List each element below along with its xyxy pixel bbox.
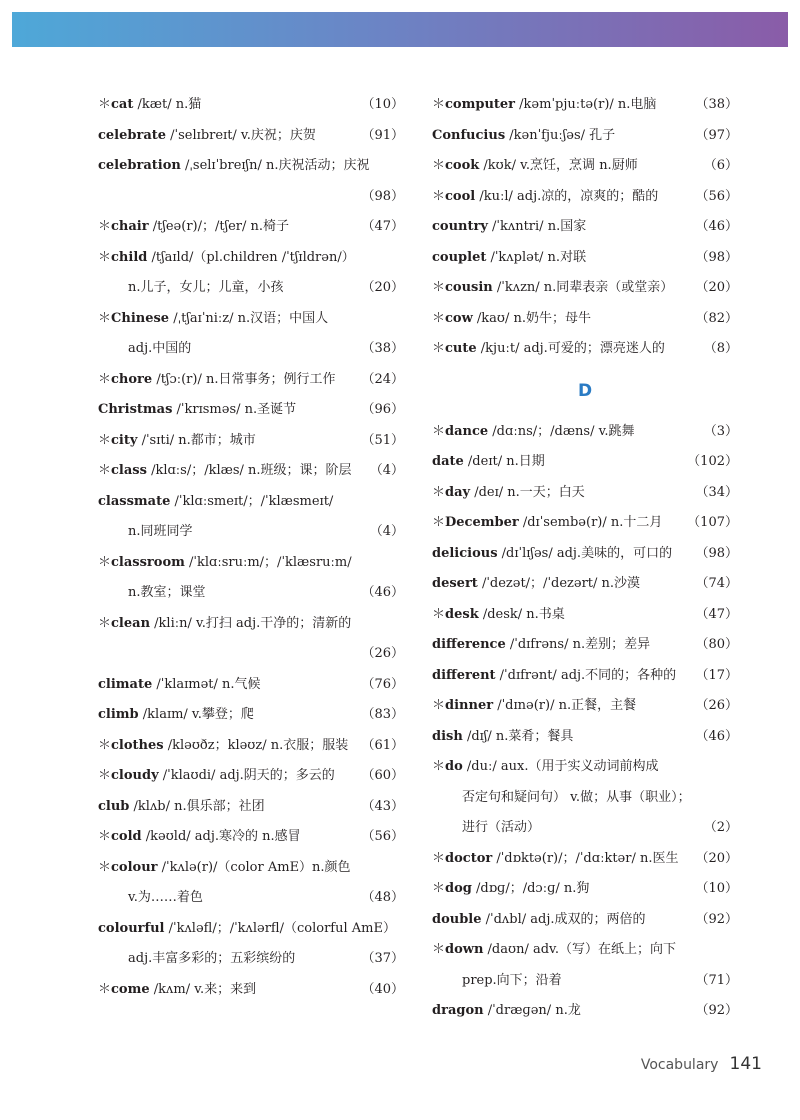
vocab-page-ref: （92） <box>695 911 738 927</box>
vocab-entry-row <box>432 935 738 966</box>
vocab-page-ref: （17） <box>695 667 738 683</box>
vocab-entry-text: ＊cloudy /ˈklaʊdi/ adj.阴天的；多云的 <box>98 768 335 783</box>
vocab-entry-row <box>98 670 404 701</box>
vocab-page-ref: （102） <box>687 454 738 469</box>
vocab-page-ref: （2） <box>703 820 738 835</box>
vocab-entry-text: adj.中国的 <box>128 341 192 356</box>
vocab-page-ref: （20） <box>361 280 404 295</box>
vocab-entry-row <box>432 630 738 661</box>
vocab-entry-row <box>98 517 404 548</box>
vocab-entry-text: 进行（活动） <box>462 820 541 835</box>
vocab-page-ref: （37） <box>361 951 404 966</box>
vocab-entry-row <box>432 508 738 539</box>
vocab-entry-row <box>98 395 404 426</box>
vocab-page-ref: （97） <box>695 127 738 143</box>
vocab-entry-row <box>98 761 404 792</box>
vocab-entry-text: ＊cat /kæt/ n.猫 <box>98 97 202 112</box>
vocab-page-ref: （98） <box>695 249 738 265</box>
vocab-entry-text: ＊classroom /ˈklɑːsruːm/；/ˈklæsruːm/ <box>98 554 352 570</box>
vocab-entry-row <box>432 996 738 1027</box>
vocab-entry-text: classmate /ˈklɑːsmeɪt/；/ˈklæsmeɪt/ <box>98 493 334 509</box>
vocab-entry-row <box>98 273 404 304</box>
vocab-entry-row <box>432 569 738 600</box>
vocab-entry-row <box>432 334 738 365</box>
vocab-page-ref: （38） <box>361 341 404 356</box>
vocab-page-ref: （71） <box>695 972 738 988</box>
vocab-entry-text: adj.丰富多彩的；五彩缤纷的 <box>128 951 296 966</box>
vocab-page-ref: （56） <box>361 829 404 844</box>
vocab-entry-row <box>432 90 738 121</box>
vocab-entry-row <box>98 731 404 762</box>
page-number: 141 <box>729 1054 762 1074</box>
vocab-entry-row <box>432 121 738 152</box>
vocab-page-ref: （4） <box>369 463 404 478</box>
vocab-page-ref: （98） <box>695 545 738 561</box>
vocab-entry-text: ＊chair /tʃeə(r)/；/tʃer/ n.椅子 <box>98 219 290 234</box>
vocab-entry-row <box>432 304 738 335</box>
vocab-entry-row <box>432 813 738 844</box>
vocab-entry-text: Christmas /ˈkrɪsməs/ n.圣诞节 <box>98 402 297 417</box>
vocab-entry-row <box>98 792 404 823</box>
vocab-page-ref: （4） <box>369 524 404 539</box>
vocab-page-ref: （61） <box>361 737 404 753</box>
vocab-entry-text: n.教室；课堂 <box>128 585 206 600</box>
vocab-entry-text: desert /ˈdezət/；/ˈdezərt/ n.沙漠 <box>432 576 641 591</box>
header-banner <box>12 12 788 47</box>
vocab-page-ref: （47） <box>361 219 404 234</box>
vocab-entry-text: Confucius /kənˈfjuːʃəs/ 孔子 <box>432 127 616 143</box>
vocab-entry-text: prep.向下；沿着 <box>462 972 562 988</box>
vocab-entry-row <box>432 752 738 783</box>
vocab-page-ref: （20） <box>695 280 738 295</box>
vocab-list-c-continued <box>432 90 738 365</box>
vocab-entry-row <box>432 447 738 478</box>
vocab-entry-text: celebrate /ˈselɪbreɪt/ v.庆祝；庆贺 <box>98 127 316 143</box>
vocab-column-left <box>98 90 404 1005</box>
vocab-entry-text: ＊colour /ˈkʌlə(r)/（color AmE）n.颜色 <box>98 859 351 875</box>
vocab-entry-row <box>432 478 738 509</box>
vocab-page-ref: （91） <box>361 127 404 143</box>
vocab-page-ref: （80） <box>695 637 738 652</box>
vocab-page-ref: （47） <box>695 606 738 622</box>
vocab-page-ref: （3） <box>703 423 738 439</box>
vocab-entry-row <box>98 700 404 731</box>
vocab-page-ref: （51） <box>361 432 404 448</box>
vocab-page-ref: （48） <box>361 890 404 905</box>
vocab-page-ref: （6） <box>703 158 738 173</box>
vocab-entry-text: ＊come /kʌm/ v.来；来到 <box>98 981 257 997</box>
vocab-entry-row <box>432 182 738 213</box>
vocab-page-ref: （98） <box>361 188 404 204</box>
vocab-entry-text: couplet /ˈkʌplət/ n.对联 <box>432 249 587 265</box>
vocab-page-ref: （24） <box>361 371 404 387</box>
vocab-entry-text: ＊class /klɑːs/；/klæs/ n.班级；课；阶层 <box>98 463 352 478</box>
vocab-entry-text: ＊Chinese /ˌtʃaɪˈniːz/ n.汉语；中国人 <box>98 310 329 326</box>
vocab-entry-text: different /ˈdɪfrənt/ adj.不同的；各种的 <box>432 667 677 683</box>
vocab-page-ref: （26） <box>361 646 404 661</box>
vocab-entry-text: n.同班同学 <box>128 524 193 539</box>
vocab-page-ref: （82） <box>695 310 738 326</box>
vocab-entry-row <box>432 417 738 448</box>
vocab-entry-text: ＊down /daʊn/ adv.（写）在纸上；向下 <box>432 942 676 957</box>
vocab-entry-text: ＊cool /kuːl/ adj.凉的，凉爽的；酷的 <box>432 188 659 204</box>
vocab-entry-row <box>98 639 404 670</box>
vocab-entry-text: dish /dɪʃ/ n.菜肴；餐具 <box>432 728 574 744</box>
vocab-entry-row <box>98 914 404 945</box>
vocab-entry-text: club /klʌb/ n.俱乐部；社团 <box>98 798 265 814</box>
vocab-entry-row <box>432 966 738 997</box>
vocab-entry-text: ＊computer /kəmˈpjuːtə(r)/ n.电脑 <box>432 97 657 112</box>
vocab-entry-text: ＊do /duː/ aux.（用于实义动词前构成 <box>432 759 659 774</box>
section-letter-heading: D <box>577 380 593 401</box>
vocab-entry-text: climb /klaɪm/ v.攀登；爬 <box>98 707 254 722</box>
vocab-entry-row <box>98 243 404 274</box>
vocab-page-ref: （26） <box>695 698 738 713</box>
vocab-entry-text: v.为……着色 <box>128 890 203 905</box>
vocab-entry-text: ＊chore /tʃɔː(r)/ n.日常事务；例行工作 <box>98 371 336 387</box>
vocab-entry-text: celebration /ˌselɪˈbreɪʃn/ n.庆祝活动；庆祝 <box>98 158 370 173</box>
vocab-page-ref: （38） <box>695 97 738 112</box>
vocab-page-ref: （8） <box>703 341 738 356</box>
vocab-entry-row <box>432 844 738 875</box>
vocab-entry-text: 否定句和疑问句） v.做；从事（职业）； <box>462 789 691 805</box>
vocab-entry-row <box>98 975 404 1006</box>
vocab-entry-row <box>98 487 404 518</box>
vocab-entry-row <box>98 212 404 243</box>
vocab-page-ref: （46） <box>361 585 404 600</box>
vocab-entry-row <box>98 90 404 121</box>
vocab-entry-row <box>98 578 404 609</box>
vocab-entry-row <box>432 661 738 692</box>
vocab-entry-text: date /deɪt/ n.日期 <box>432 454 545 469</box>
vocab-entry-text: dragon /ˈdræɡən/ n.龙 <box>432 1003 581 1018</box>
vocab-entry-row <box>98 334 404 365</box>
vocab-entry-row <box>98 822 404 853</box>
vocab-entry-text: ＊dog /dɒɡ/；/dɔːɡ/ n.狗 <box>432 881 590 896</box>
vocab-entry-text: ＊desk /desk/ n.书桌 <box>432 606 565 622</box>
vocab-entry-row <box>432 151 738 182</box>
vocab-entry-row <box>432 600 738 631</box>
vocab-entry-row <box>98 426 404 457</box>
vocab-page-ref: （60） <box>361 768 404 783</box>
vocab-entry-text: ＊cold /kəʊld/ adj.寒冷的 n.感冒 <box>98 829 301 844</box>
vocab-column-right <box>432 90 738 1027</box>
vocab-page-ref: （40） <box>361 981 404 997</box>
footer-label: Vocabulary <box>640 1057 719 1073</box>
vocab-entry-text: country /ˈkʌntri/ n.国家 <box>432 219 587 234</box>
vocab-entry-text: ＊cute /kjuːt/ adj.可爱的；漂亮迷人的 <box>432 341 665 356</box>
vocab-entry-row <box>98 151 404 182</box>
vocab-entry-text: ＊clothes /kləʊðz；kləʊz/ n.衣服；服装 <box>98 737 349 753</box>
vocab-entry-text: ＊December /dɪˈsembə(r)/ n.十二月 <box>432 515 663 530</box>
page-footer <box>641 1054 762 1074</box>
vocab-entry-text: ＊day /deɪ/ n.一天；白天 <box>432 484 585 500</box>
vocab-page-ref: （107） <box>687 515 738 530</box>
vocab-entry-row <box>98 304 404 335</box>
vocab-entry-text: ＊cousin /ˈkʌzn/ n.同辈表亲（或堂亲） <box>432 280 674 295</box>
vocab-entry-text: double /ˈdʌbl/ adj.成双的；两倍的 <box>432 911 646 927</box>
vocab-entry-text: ＊dinner /ˈdɪnə(r)/ n.正餐，主餐 <box>432 698 637 713</box>
vocab-entry-row <box>98 853 404 884</box>
vocab-page-ref: （96） <box>361 402 404 417</box>
vocab-entry-text: ＊doctor /ˈdɒktə(r)/；/ˈdɑːktər/ n.医生 <box>432 850 679 866</box>
vocab-entry-text: ＊cook /kʊk/ v.烹饪，烹调 n.厨师 <box>432 158 638 173</box>
vocab-entry-row <box>432 539 738 570</box>
vocab-page-ref: （43） <box>361 798 404 814</box>
vocab-entry-row <box>98 944 404 975</box>
vocab-page-ref: （46） <box>695 219 738 234</box>
vocab-entry-text: climate /ˈklaɪmət/ n.气候 <box>98 676 261 692</box>
vocab-list-d <box>432 417 738 1027</box>
vocab-entry-row <box>432 874 738 905</box>
vocab-page-ref: （56） <box>695 188 738 204</box>
vocab-page-ref: （10） <box>695 881 738 896</box>
vocab-page-ref: （20） <box>695 850 738 866</box>
vocab-entry-text: ＊child /tʃaɪld/（pl.children /ˈtʃɪldrən/） <box>98 249 355 265</box>
vocab-page-ref: （76） <box>361 676 404 692</box>
vocab-entry-text: ＊clean /kliːn/ v.打扫 adj.干净的；清新的 <box>98 615 352 631</box>
vocab-entry-row <box>432 783 738 814</box>
vocab-entry-text: n.儿子，女儿；儿童，小孩 <box>128 280 284 295</box>
vocab-entry-text: ＊city /ˈsɪti/ n.都市；城市 <box>98 432 256 448</box>
vocab-entry-text: colourful /ˈkʌləfl/；/ˈkʌlərfl/（colorful AmE） <box>98 920 396 936</box>
vocab-entry-row <box>98 548 404 579</box>
vocab-entry-row <box>98 121 404 152</box>
vocab-entry-row <box>98 609 404 640</box>
vocab-entry-row <box>432 243 738 274</box>
vocab-page-ref: （92） <box>695 1003 738 1018</box>
vocab-entry-row <box>98 883 404 914</box>
vocab-entry-text: delicious /dɪˈlɪʃəs/ adj.美味的，可口的 <box>432 545 673 561</box>
vocab-entry-row <box>432 273 738 304</box>
vocab-entry-text: difference /ˈdɪfrəns/ n.差别；差异 <box>432 637 651 652</box>
vocab-page-ref: （34） <box>695 484 738 500</box>
vocab-entry-row <box>98 365 404 396</box>
vocab-entry-row <box>432 212 738 243</box>
vocab-page-ref: （10） <box>361 97 404 112</box>
vocab-entry-row <box>432 691 738 722</box>
vocab-page-ref: （83） <box>361 707 404 722</box>
vocab-entry-text: ＊cow /kaʊ/ n.奶牛；母牛 <box>432 310 592 326</box>
vocab-page-ref: （46） <box>695 728 738 744</box>
vocab-entry-row <box>98 456 404 487</box>
vocab-entry-row <box>432 722 738 753</box>
vocab-page-ref: （74） <box>695 576 738 591</box>
vocab-entry-text: ＊dance /dɑːns/；/dæns/ v.跳舞 <box>432 423 635 439</box>
vocab-entry-row <box>432 905 738 936</box>
vocab-entry-row <box>98 182 404 213</box>
